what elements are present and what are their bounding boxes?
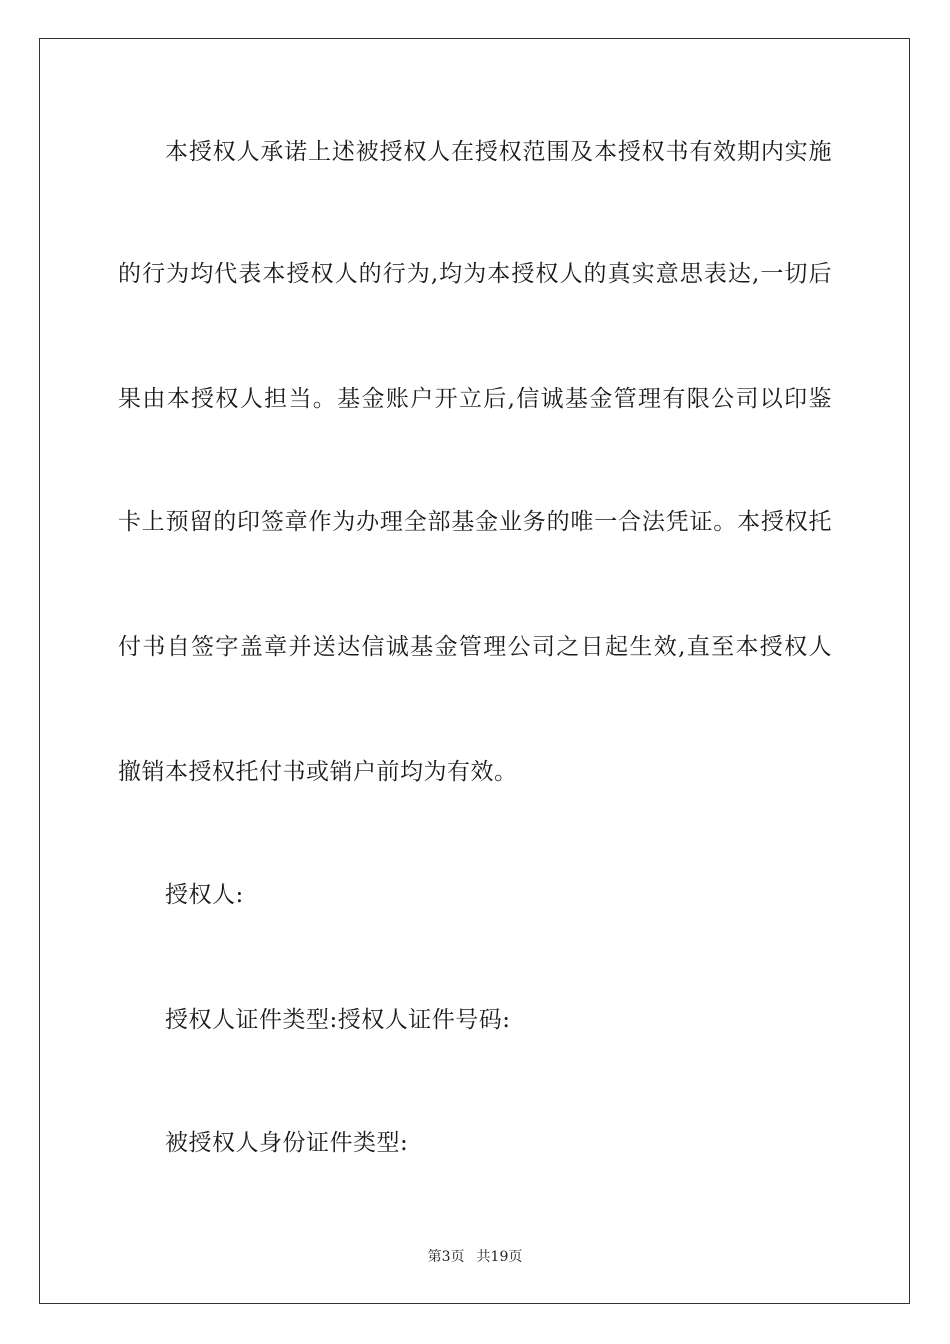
- field-authorizer-id: 授权人证件类型:授权人证件号码:: [165, 1007, 511, 1033]
- page-number: 第3页: [427, 1249, 465, 1265]
- paragraph-line-6: 撤销本授权托付书或销户前均为有效。: [118, 759, 518, 785]
- page-footer: [0, 1248, 950, 1266]
- page-border: [39, 38, 910, 1304]
- paragraph-line-2: 的行为均代表本授权人的行为,均为本授权人的真实意思表达,一切后: [118, 261, 832, 287]
- paragraph-line-1: 本授权人承诺上述被授权人在授权范围及本授权书有效期内实施: [165, 139, 832, 165]
- page-total: 共19页: [476, 1249, 523, 1265]
- paragraph-line-5: 付书自签字盖章并送达信诚基金管理公司之日起生效,直至本授权人: [118, 634, 832, 660]
- field-authorizer: 授权人:: [165, 882, 244, 908]
- field-authorized-id-type: 被授权人身份证件类型:: [165, 1130, 409, 1156]
- paragraph-line-3: 果由本授权人担当。基金账户开立后,信诚基金管理有限公司以印鉴: [118, 386, 832, 412]
- paragraph-line-4: 卡上预留的印签章作为办理全部基金业务的唯一合法凭证。本授权托: [118, 509, 832, 535]
